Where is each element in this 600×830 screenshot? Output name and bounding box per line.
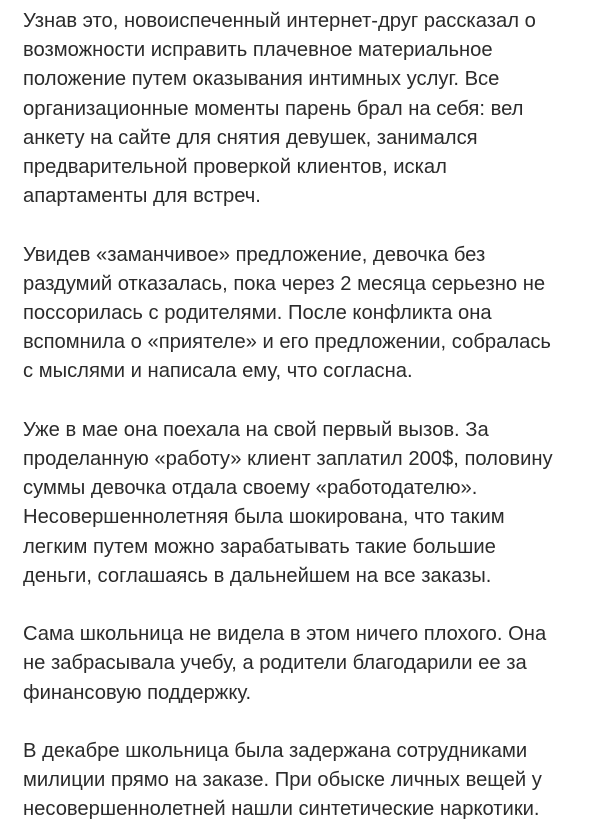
text-line: вспомнила о «приятеле» и его предложении, собралась (23, 331, 551, 354)
text-line: организационные моменты парень брал на себя: вел (23, 97, 524, 120)
text-line: предварительной проверкой клиентов, искал (23, 156, 447, 179)
text-line: раздумий отказалась, пока через 2 месяца серьезно не (23, 272, 546, 295)
paragraph-4 (23, 620, 580, 708)
paragraph-5 (23, 737, 580, 825)
paragraph-1 (23, 7, 580, 211)
text-line: Уже в мае она поехала на свой первый вызов. За (23, 418, 489, 441)
text-line: поссорилась с родителями. После конфликта она (23, 302, 492, 325)
text-line: положение путем оказывания интимных услуг. Все (23, 68, 500, 91)
text-line: финансовую поддержку. (23, 681, 252, 704)
text-line: с мыслями и написала ему, что согласна. (23, 360, 413, 383)
paragraph-2 (23, 241, 580, 387)
text-line: не забрасывала учебу, а родители благодарили ее за (23, 652, 527, 675)
text-line: милиции прямо на заказе. При обыске личных вещей у (23, 769, 542, 792)
text-line: легким путем можно зарабатывать такие большие (23, 535, 496, 558)
text-line: возможности исправить плачевное материальное (23, 39, 493, 62)
text-line: Несовершеннолетняя была шокирована, что таким (23, 506, 505, 529)
text-line: Сама школьница не видела в этом ничего плохого. Она (23, 623, 547, 646)
text-line: проделанную «работу» клиент заплатил 200$, половину (23, 448, 553, 471)
text-line: анкету на сайте для снятия девушек, занимался (23, 126, 478, 149)
text-line: деньги, соглашаясь в дальнейшем на все заказы. (23, 564, 492, 587)
text-line: Узнав это, новоиспеченный интернет-друг рассказал о (23, 10, 536, 32)
text-line: В декабре школьница была задержана сотрудниками (23, 740, 528, 763)
text-line: суммы девочка отдала своему «работодателю». (23, 477, 478, 500)
text-line: Увидев «заманчивое» предложение, девочка без (23, 243, 486, 266)
paragraph-3 (23, 416, 580, 591)
text-line: апартаменты для встреч. (23, 185, 261, 208)
text-line: несовершеннолетней нашли синтетические наркотики. (23, 798, 540, 821)
